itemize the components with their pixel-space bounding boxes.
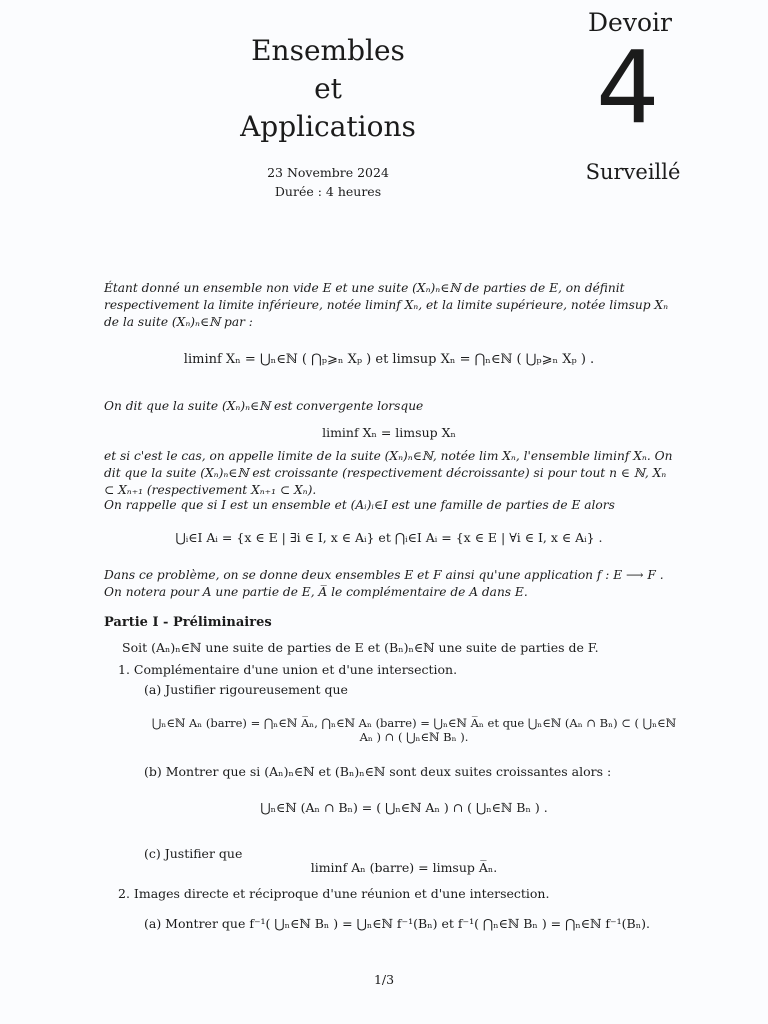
equation-q1b: ⋃ₙ∈ℕ (Aₙ ∩ Bₙ) = ( ⋃ₙ∈ℕ Aₙ ) ∩ ( ⋃ₙ∈ℕ Bₙ ) . [260, 800, 548, 815]
intro-paragraph-4: On rappelle que si I est un ensemble et (Aᵢ)ᵢ∈I est une famille de parties de E alors [104, 498, 615, 512]
title-line-1: Ensembles [251, 34, 405, 67]
question-1a: (a) Justifier rigoureusement que [144, 682, 348, 697]
badge-top: Devoir [588, 8, 672, 37]
badge-bottom: Surveillé [585, 160, 681, 184]
question-1c: (c) Justifier que [144, 846, 243, 861]
exam-duration: Durée : 4 heures [274, 184, 382, 199]
intro-paragraph-3: et si c'est le cas, on appelle limite de la suite (Xₙ)ₙ∈ℕ, notée lim Xₙ, l'ensemble liminf Xₙ. On dit que la suite (Xₙ)ₙ∈ℕ est croissante (respectivement décroissante) si pour tout n ∈ ℕ, Xₙ ⊂ Xₙ₊₁ (respectivement Xₙ₊₁ ⊂ Xₙ). [104, 449, 673, 497]
equation-q1c: liminf Aₙ (barre) = limsup A̅ₙ. [310, 860, 498, 875]
title-line-2: et [314, 72, 342, 105]
badge-number: 4 [596, 29, 660, 146]
part1-lead: Soit (Aₙ)ₙ∈ℕ une suite de parties de E et (Bₙ)ₙ∈ℕ une suite de parties de F. [122, 640, 599, 655]
equation-convergence: liminf Xₙ = limsup Xₙ [322, 425, 456, 440]
page-number: 1/3 [373, 972, 395, 987]
equation-union-intersection: ⋃ᵢ∈I Aᵢ = {x ∈ E | ∃i ∈ I, x ∈ Aᵢ} et ⋂ᵢ∈I Aᵢ = {x ∈ E | ∀i ∈ I, x ∈ Aᵢ} . [175, 530, 603, 545]
equation-q1a: ⋃ₙ∈ℕ Aₙ (barre) = ⋂ₙ∈ℕ A̅ₙ, ⋂ₙ∈ℕ Aₙ (barre) = ⋃ₙ∈ℕ A̅ₙ et que ⋃ₙ∈ℕ (Aₙ ∩ Bₙ) ⊂ ( ⋃ₙ∈ℕ Aₙ ) ∩ ( ⋃ₙ∈ℕ Bₙ ). [151, 716, 677, 744]
question-1: 1. Complémentaire d'une union et d'une intersection. [118, 662, 458, 677]
question-2a: (a) Montrer que f⁻¹( ⋃ₙ∈ℕ Bₙ ) = ⋃ₙ∈ℕ f⁻¹(Bₙ) et f⁻¹( ⋂ₙ∈ℕ Bₙ ) = ⋂ₙ∈ℕ f⁻¹(Bₙ). [144, 916, 650, 931]
question-1b: (b) Montrer que si (Aₙ)ₙ∈ℕ et (Bₙ)ₙ∈ℕ sont deux suites croissantes alors : [144, 764, 612, 779]
question-2: 2. Images directe et réciproque d'une réunion et d'une intersection. [118, 886, 550, 901]
intro-paragraph-6: On notera pour A une partie de E, A̅ le complémentaire de A dans E. [104, 585, 528, 599]
equation-liminf-limsup: liminf Xₙ = ⋃ₙ∈ℕ ( ⋂ₚ⩾ₙ Xₚ ) et limsup Xₙ = ⋂ₙ∈ℕ ( ⋃ₚ⩾ₙ Xₚ ) . [183, 352, 595, 367]
intro-paragraph-5: Dans ce problème, on se donne deux ensembles E et F ainsi qu'une application f : E ⟶ F . [104, 568, 664, 582]
intro-paragraph-2: On dit que la suite (Xₙ)ₙ∈ℕ est convergente lorsque [104, 399, 424, 413]
section-heading: Partie I - Préliminaires [104, 615, 272, 630]
intro-paragraph-1: Étant donné un ensemble non vide E et une suite (Xₙ)ₙ∈ℕ de parties de E, on définit respectivement la limite inférieure, notée liminf Xₙ, et la limite supérieure, notée limsup Xₙ de la suite (Xₙ)ₙ∈ℕ par : [104, 281, 669, 329]
title-line-3: Applications [240, 110, 416, 143]
exam-date: 23 Novembre 2024 [267, 165, 389, 180]
